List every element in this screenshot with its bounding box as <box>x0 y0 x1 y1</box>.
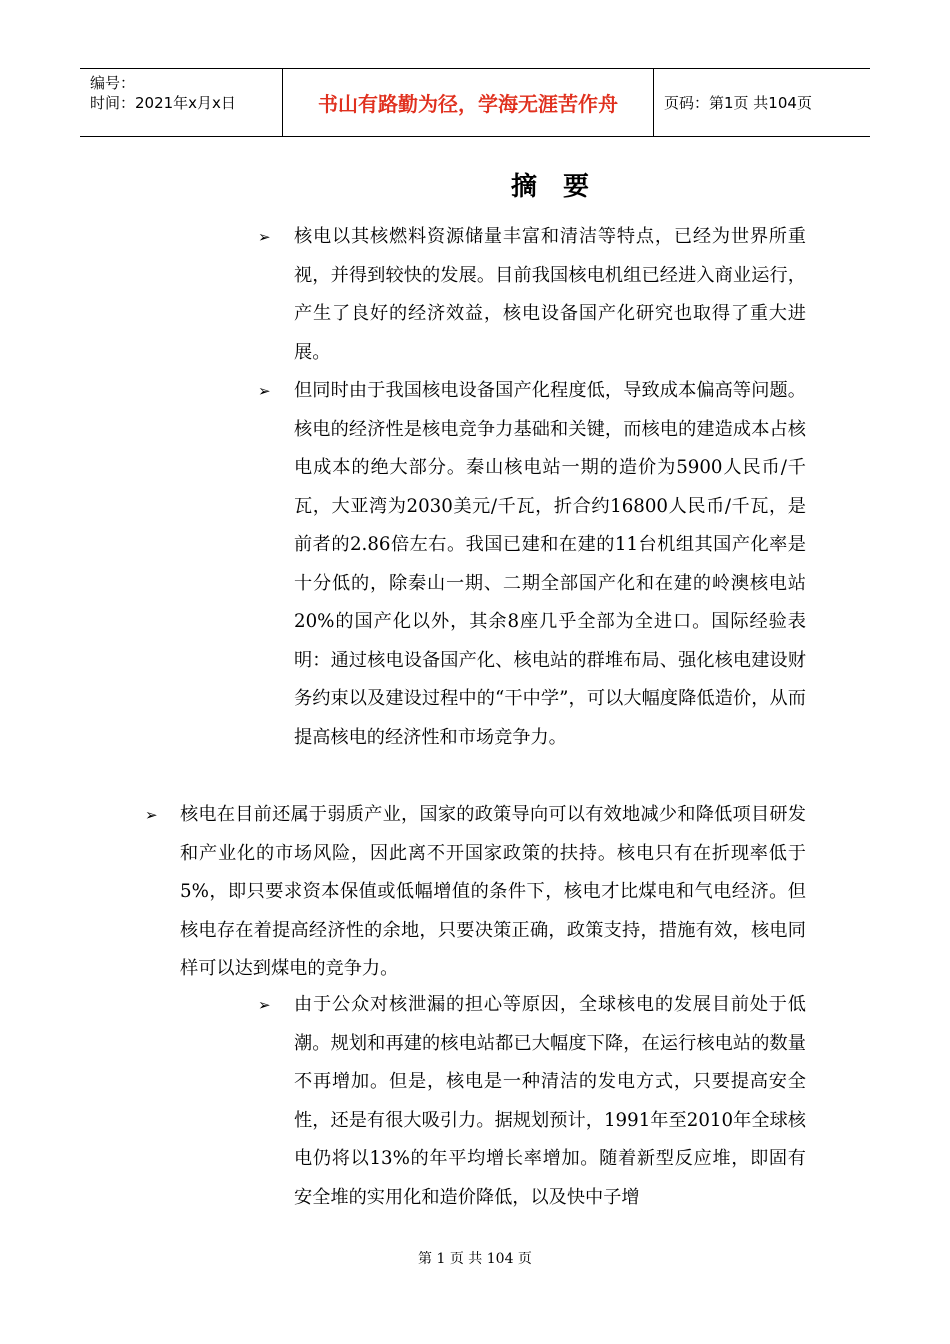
paragraph-4: 由于公众对核泄漏的担心等原因，全球核电的发展目前处于低潮。规划和再建的核电站都已大幅度下降，在运行核电站的数量不再增加。但是，核电是一种清洁的发电方式，只要提高安全性，还是有很大吸引力。据规划预计，1991年至2010年全球核电仍将以13%的年平均增长率增加。随着新型反应堆，即固有安全堆的实用化和造价降低，以及快中子增 <box>294 994 806 1208</box>
document-time-label: 时间：2021年x月x日 <box>90 94 236 112</box>
paragraph-2: 但同时由于我国核电设备国产化程度低，导致成本偏高等问题。核电的经济性是核电竞争力基础和关键，而核电的建造成本占核电成本的绝大部分。秦山核电站一期的造价为5900人民币/千瓦，大亚湾为2030美元/千瓦，折合约16800人民币/千瓦，是前者的2.86倍左右。我国已建和在建的11台机组其国产化率是十分低的，除秦山一期、二期全部国产化和在建的岭澳核电站20%的国产化以外，其余8座几乎全部为全进口。国际经验表明：通过核电设备国产化、核电站的群堆布局、强化核电建设财务约束以及建设过程中的“干中学”，可以大幅度降低造价，从而提高核电的经济性和市场竞争力。 <box>294 380 806 748</box>
paragraph-3: 核电在目前还属于弱质产业，国家的政策导向可以有效地减少和降低项目研发和产业化的市场风险，因此离不开国家政策的扶持。核电只有在折现率低于5%，即只要求资本保值或低幅增值的条件下，核电才比煤电和气电经济。但核电存在着提高经济性的余地，只要决策正确，政策支持，措施有效，核电同样可以达到煤电的竞争力。 <box>180 804 806 979</box>
paragraph-1: 核电以其核燃料资源储量丰富和清洁等特点，已经为世界所重视，并得到较快的发展。目前我国核电机组已经进入商业运行，产生了良好的经济效益，核电设备国产化研究也取得了重大进展。 <box>294 226 806 363</box>
bullet-icon: ➢ <box>258 996 271 1014</box>
document-number-label: 编号： <box>90 74 136 92</box>
bullet-icon: ➢ <box>258 382 271 400</box>
page-title: 摘要 <box>510 172 615 202</box>
page-footer: 第 1 页 共 104 页 <box>418 1251 532 1267</box>
bullet-icon: ➢ <box>258 228 271 246</box>
header-meta <box>80 69 282 136</box>
page-header <box>80 68 870 137</box>
header-motto: 书山有路勤为径，学海无涯苦作舟 <box>282 69 654 136</box>
bullet-icon: ➢ <box>145 806 158 824</box>
header-page-info: 页码：第1页 共104页 <box>664 94 812 112</box>
